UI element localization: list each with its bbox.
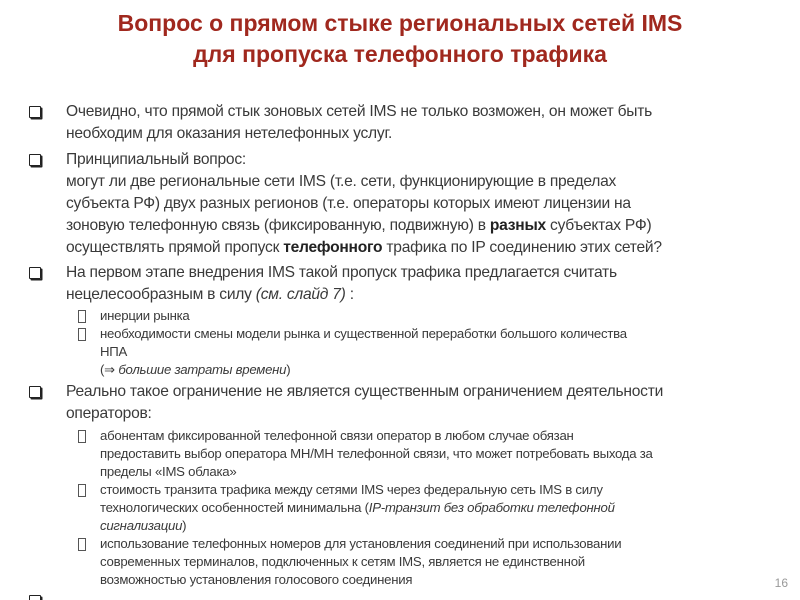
bold-text: разных <box>489 217 546 234</box>
checkbox-bullet-icon <box>29 595 41 600</box>
title-line-2: для пропуска телефонного трафика <box>193 41 607 67</box>
bullet-1 <box>0 101 800 145</box>
bullet-4 <box>0 381 800 425</box>
sub-bullet-text: НПА <box>100 344 128 359</box>
sub-bullet-text: современных терминалов, подключенных к сетям IMS, является не единственной <box>100 554 585 569</box>
bullet-text: операторов: <box>66 405 152 422</box>
sub-bullet-icon <box>78 430 86 443</box>
page-number: 16 <box>774 576 788 590</box>
sub-bullet-text: (⇒ <box>100 362 119 377</box>
sub-bullet-text: стоимость транзита трафика между сетями IMS через федеральную сеть IMS в силу <box>100 482 603 497</box>
bullet-text: могут ли две региональные сети IMS (т.е. сети, функционирующие в пределах <box>66 173 617 190</box>
title-line-1: Вопрос о прямом стыке региональных сетей IMS <box>117 10 683 36</box>
checkbox-bullet-icon <box>29 386 41 398</box>
sub-bullet-text: необходимости смены модели рынка и существенной переработки большого количества <box>100 326 627 341</box>
bullet-text: трафика по IP соединению этих сетей? <box>382 239 662 256</box>
bullet-3-subitems <box>0 307 800 379</box>
italic-text: сигнализации <box>100 518 183 533</box>
italic-text: (см. слайд 7) <box>255 286 346 303</box>
bullet-text: зоновую телефонную связь (фиксированную, подвижную) в <box>66 217 490 234</box>
sub-bullet-icon <box>78 538 86 551</box>
checkbox-bullet-icon <box>29 267 41 279</box>
bullet-text: Принципиальный вопрос: <box>66 151 246 168</box>
checkbox-bullet-icon <box>29 154 41 166</box>
sub-bullet-text: возможностью установления голосового соединения <box>100 572 413 587</box>
sub-bullet-text: предоставить выбор оператора МН/МН телефонной связи, что может потребовать выхода за <box>100 446 653 461</box>
sub-bullet-icon <box>78 310 86 323</box>
sub-bullet-text: технологических особенностей минимальна ( <box>100 500 369 515</box>
clipped-next-bullet <box>0 592 800 600</box>
sub-bullet-text: абонентам фиксированной телефонной связи оператор в любом случае обязан <box>100 428 574 443</box>
bullet-text: Реально такое ограничение не является существенным ограничением деятельности <box>66 383 664 400</box>
italic-text: большие затраты времени <box>118 362 287 377</box>
bullet-text: нецелесообразным в силу <box>66 286 256 303</box>
bullet-3 <box>0 262 800 306</box>
bullet-text: : <box>345 286 354 303</box>
sub-bullet-text: инерции рынка <box>100 308 190 323</box>
bullet-text: необходим для оказания нетелефонных услуг. <box>66 125 393 142</box>
bullet-text: осуществлять прямой пропуск <box>66 239 284 256</box>
bullet-text: субъектах РФ) <box>545 217 652 234</box>
bullet-text: Очевидно, что прямой стык зоновых сетей IMS не только возможен, он может быть <box>66 103 652 120</box>
sub-bullet-text: использование телефонных номеров для установления соединений при использовании <box>100 536 622 551</box>
checkbox-bullet-icon <box>29 106 41 118</box>
bullet-4-subitems <box>0 427 800 589</box>
sub-bullet-text: ) <box>286 362 291 377</box>
sub-bullet-icon <box>78 328 86 341</box>
bold-text: телефонного <box>283 239 383 256</box>
slide-title <box>0 8 800 70</box>
sub-bullet-icon <box>78 484 86 497</box>
sub-bullet-text: пределы «IMS облака» <box>100 464 237 479</box>
bullet-text: На первом этапе внедрения IMS такой пропуск трафика предлагается считать <box>66 264 617 281</box>
italic-text: IP-транзит без обработки телефонной <box>368 500 615 515</box>
sub-bullet-text: ) <box>182 518 187 533</box>
bullet-text: субъекта РФ) двух разных регионов (т.е. операторы которых имеют лицензии на <box>66 195 631 212</box>
bullet-2 <box>0 149 800 259</box>
